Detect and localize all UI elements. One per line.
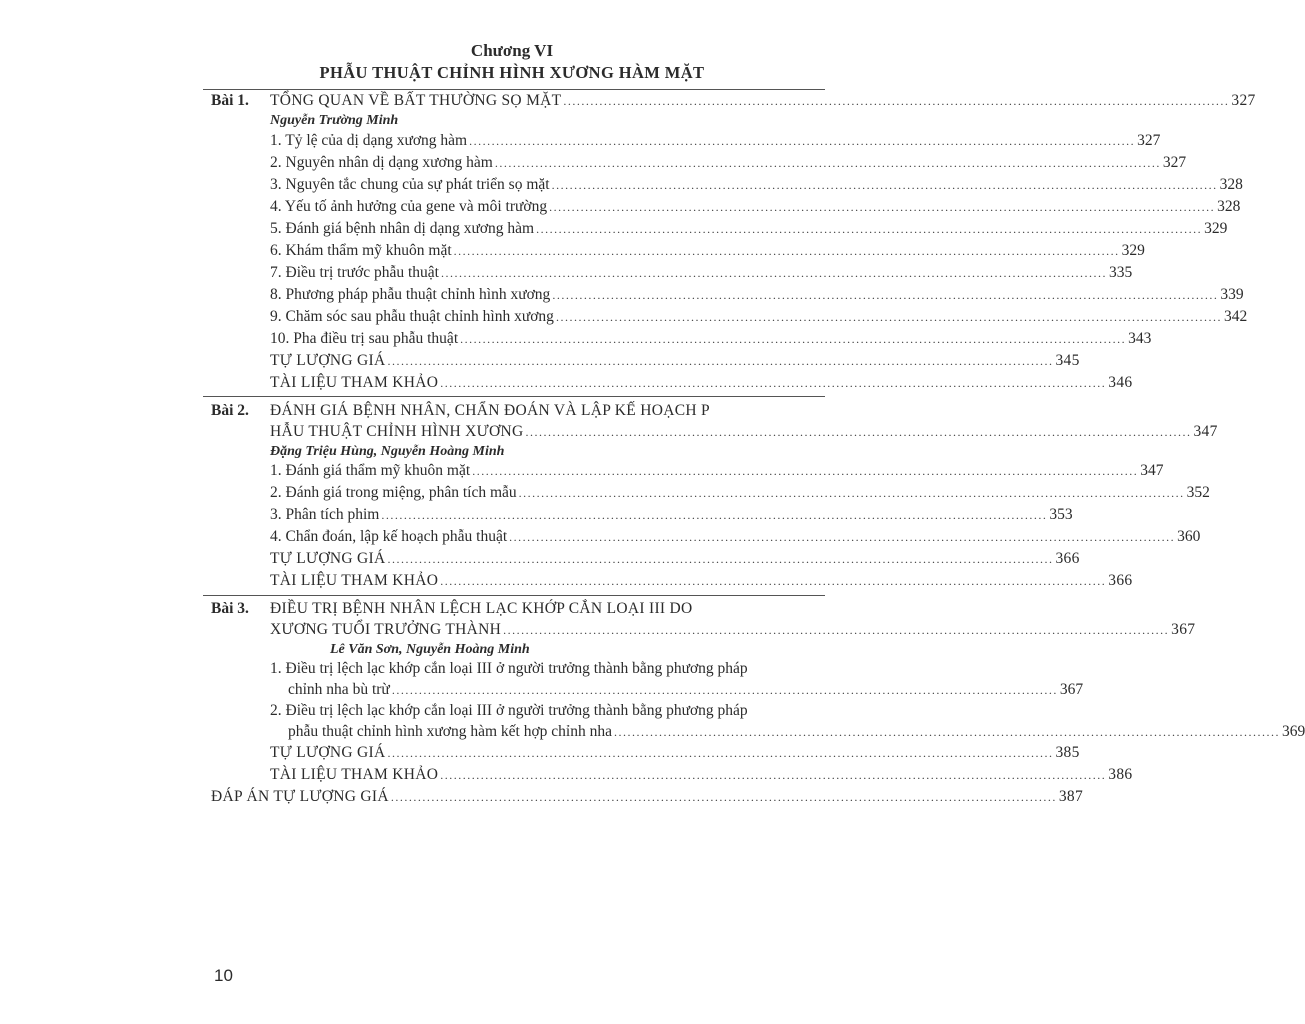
dot-leader: ....................................................................................................................................................	[453, 244, 1120, 258]
entry-page: 343	[1128, 330, 1152, 347]
lesson-3-title-line2: XƯƠNG TUỔI TRƯỞNG THÀNH	[270, 621, 502, 638]
entry-title: 3. Nguyên tắc chung của sự phát triển sọ mặt	[270, 176, 550, 193]
lesson-2-title-line1[interactable]: ĐÁNH GIÁ BỆNH NHÂN, CHẨN ĐOÁN VÀ LẬP KẾ HOẠCH P	[270, 402, 710, 419]
entry-title: 4. Chẩn đoán, lập kế hoạch phẫu thuật	[270, 528, 508, 545]
lesson-2-title-line2: HẪU THUẬT CHỈNH HÌNH XƯƠNG	[270, 423, 524, 440]
lesson-1-title: TỔNG QUAN VỀ BẤT THƯỜNG SỌ MẶT	[270, 92, 562, 109]
entry-title: TỰ LƯỢNG GIÁ	[270, 352, 386, 369]
entry-title: TÀI LIỆU THAM KHẢO	[270, 766, 439, 783]
entry-title: 2. Đánh giá trong miệng, phân tích mẫu	[270, 484, 517, 501]
toc-entry-references[interactable]	[270, 372, 1133, 394]
lesson-2-title-entry[interactable]	[270, 421, 1218, 443]
lesson-1-label: Bài 1.	[211, 92, 249, 109]
entry-page: 328	[1217, 198, 1241, 215]
toc-entry[interactable]	[270, 460, 1164, 482]
chapter-label: Chương VI	[470, 41, 554, 60]
dot-leader: ....................................................................................................................................................	[440, 266, 1107, 280]
toc-entry[interactable]	[288, 721, 1305, 743]
entry-page: 339	[1220, 286, 1244, 303]
entry-title-line1[interactable]: 2. Điều trị lệch lạc khớp cắn loại III ở người trưởng thành bằng phương pháp	[270, 702, 748, 719]
entry-title: TÀI LIỆU THAM KHẢO	[270, 374, 439, 391]
entry-page: 329	[1121, 242, 1145, 259]
dot-leader: ....................................................................................................................................................	[555, 310, 1222, 324]
entry-title: 1. Tỷ lệ của dị dạng xương hàm	[270, 132, 468, 149]
toc-entry-self-assessment[interactable]	[270, 548, 1080, 570]
entry-title: 9. Chăm sóc sau phẫu thuật chỉnh hình xương	[270, 308, 554, 325]
toc-entry[interactable]	[270, 130, 1161, 152]
entry-title: TỰ LƯỢNG GIÁ	[270, 744, 386, 761]
chapter-title: PHẪU THUẬT CHỈNH HÌNH XƯƠNG HÀM MẶT	[319, 63, 705, 82]
entry-page: 387	[1058, 788, 1084, 805]
dot-leader: ....................................................................................................................................................	[552, 288, 1219, 302]
dot-leader: ....................................................................................................................................................	[387, 552, 1054, 566]
toc-entry[interactable]	[270, 174, 1243, 196]
toc-entry[interactable]	[270, 284, 1244, 306]
lesson-3-page: 367	[1171, 621, 1196, 638]
page-number: 10	[214, 966, 233, 985]
lesson-3-label: Bài 3.	[211, 600, 249, 617]
entry-title: 2. Nguyên nhân dị dạng xương hàm	[270, 154, 493, 171]
toc-entry[interactable]	[270, 152, 1187, 174]
entry-title: 1. Đánh giá thẩm mỹ khuôn mặt	[270, 462, 471, 479]
toc-entry[interactable]	[288, 679, 1084, 701]
entry-page: 386	[1108, 766, 1133, 783]
lesson-1-authors: Nguyễn Trường Minh	[270, 113, 399, 128]
entry-page: 327	[1162, 154, 1187, 171]
entry-page: 329	[1204, 220, 1228, 237]
toc-entry[interactable]	[270, 218, 1228, 240]
dot-leader: ....................................................................................................................................................	[440, 574, 1107, 588]
toc-entry[interactable]	[270, 196, 1241, 218]
lesson-1-page: 327	[1231, 92, 1256, 109]
lesson-1-title-entry[interactable]	[270, 90, 1256, 112]
toc-entry[interactable]	[270, 504, 1073, 526]
entry-title: 10. Pha điều trị sau phẫu thuật	[270, 330, 459, 347]
entry-title: 4. Yếu tố ảnh hưởng của gene và môi trường	[270, 198, 548, 215]
dot-leader: ....................................................................................................................................................	[551, 178, 1218, 192]
dot-leader: ....................................................................................................................................................	[613, 725, 1280, 739]
entry-page: 352	[1186, 484, 1210, 501]
dot-leader: ....................................................................................................................................................	[387, 354, 1054, 368]
toc-entry-references[interactable]	[270, 764, 1133, 786]
entry-title: 8. Phương pháp phẫu thuật chỉnh hình xương	[270, 286, 551, 303]
dot-leader: ....................................................................................................................................................	[440, 376, 1107, 390]
dot-leader: ....................................................................................................................................................	[549, 200, 1216, 214]
entry-page: 335	[1108, 264, 1133, 281]
toc-entry-self-assessment[interactable]	[270, 742, 1080, 764]
entry-title: 7. Điều trị trước phẫu thuật	[270, 264, 439, 281]
toc-entry-answers[interactable]	[211, 786, 1084, 808]
entry-title: ĐÁP ÁN TỰ LƯỢNG GIÁ	[211, 788, 389, 805]
dot-leader: ....................................................................................................................................................	[536, 222, 1203, 236]
entry-title-line2: chỉnh nha bù trừ	[288, 681, 390, 698]
entry-title: 6. Khám thẩm mỹ khuôn mặt	[270, 242, 452, 259]
entry-page: 328	[1219, 176, 1243, 193]
toc-entry[interactable]	[270, 482, 1210, 504]
lesson-3-authors: Lê Văn Sơn, Nguyễn Hoàng Minh	[330, 642, 530, 657]
entry-title: 3. Phân tích phim	[270, 506, 380, 523]
dot-leader: ....................................................................................................................................................	[460, 332, 1127, 346]
entry-page: 366	[1108, 572, 1133, 589]
toc-entry-self-assessment[interactable]	[270, 350, 1080, 372]
entry-page: 327	[1137, 132, 1161, 149]
dot-leader: ....................................................................................................................................................	[563, 94, 1230, 108]
entry-page: 342	[1223, 308, 1248, 325]
dot-leader: ....................................................................................................................................................	[494, 156, 1161, 170]
dot-leader: ....................................................................................................................................................	[469, 134, 1136, 148]
entry-page: 369	[1281, 723, 1305, 740]
lesson-3-title-line1[interactable]: ĐIỀU TRỊ BỆNH NHÂN LỆCH LẠC KHỚP CẮN LOẠI III DO	[270, 600, 693, 617]
dot-leader: ....................................................................................................................................................	[391, 683, 1058, 697]
lesson-2-page: 347	[1193, 423, 1218, 440]
dot-leader: ....................................................................................................................................................	[440, 768, 1107, 782]
dot-leader: ....................................................................................................................................................	[390, 790, 1057, 804]
entry-title-line1[interactable]: 1. Điều trị lệch lạc khớp cắn loại III ở người trưởng thành bằng phương pháp	[270, 660, 748, 677]
dot-leader: ....................................................................................................................................................	[509, 530, 1176, 544]
toc-entry[interactable]	[270, 240, 1145, 262]
lesson-3-title-entry[interactable]	[270, 619, 1196, 641]
entry-title: 5. Đánh giá bệnh nhân dị dạng xương hàm	[270, 220, 535, 237]
toc-entry-references[interactable]	[270, 570, 1133, 592]
entry-page: 367	[1059, 681, 1084, 698]
entry-page: 347	[1140, 462, 1164, 479]
entry-page: 385	[1055, 744, 1080, 761]
dot-leader: ....................................................................................................................................................	[525, 425, 1192, 439]
dot-leader: ....................................................................................................................................................	[518, 486, 1185, 500]
entry-page: 345	[1055, 352, 1080, 369]
lesson-2-authors: Đặng Triệu Hùng, Nguyễn Hoàng Minh	[270, 444, 505, 459]
entry-page: 360	[1177, 528, 1201, 545]
entry-title-line2: phẫu thuật chỉnh hình xương hàm kết hợp chỉnh nha	[288, 723, 612, 740]
entry-title: TÀI LIỆU THAM KHẢO	[270, 572, 439, 589]
toc-entry[interactable]	[270, 262, 1133, 284]
entry-page: 353	[1049, 506, 1073, 523]
entry-page: 346	[1108, 374, 1133, 391]
dot-leader: ....................................................................................................................................................	[472, 464, 1139, 478]
toc-entry[interactable]	[270, 328, 1152, 350]
dot-leader: ....................................................................................................................................................	[503, 623, 1170, 637]
dot-leader: ....................................................................................................................................................	[381, 508, 1048, 522]
divider	[203, 595, 825, 596]
divider	[203, 396, 825, 397]
toc-entry[interactable]	[270, 306, 1248, 328]
entry-title: TỰ LƯỢNG GIÁ	[270, 550, 386, 567]
toc-entry[interactable]	[270, 526, 1201, 548]
lesson-2-label: Bài 2.	[211, 402, 249, 419]
dot-leader: ....................................................................................................................................................	[387, 746, 1054, 760]
entry-page: 366	[1055, 550, 1080, 567]
